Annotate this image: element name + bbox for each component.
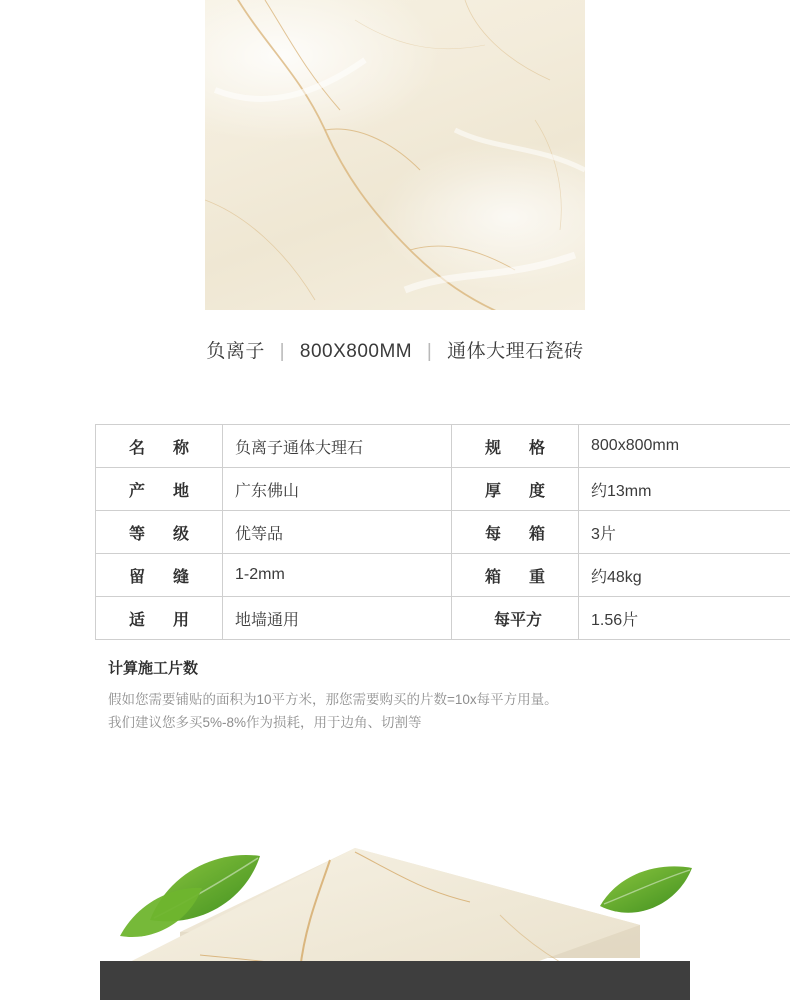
product-caption: [0, 336, 790, 363]
spec-label-gap: 留 缝: [96, 554, 223, 597]
spec-label-usage: 适 用: [96, 597, 223, 640]
spec-value-box-weight: 约48kg: [579, 554, 790, 597]
calculation-note: [108, 657, 708, 734]
dark-base-bar: [100, 961, 690, 1000]
spec-value-origin: 广东佛山: [223, 468, 452, 511]
spec-value-gap: 1-2mm: [223, 554, 452, 597]
table-row: [96, 597, 790, 640]
caption-part-1: 负离子: [206, 341, 265, 362]
table-row: [96, 425, 790, 468]
spec-value-grade: 优等品: [223, 511, 452, 554]
table-row: [96, 511, 790, 554]
leaf-right: [600, 866, 692, 912]
spec-value-name: 负离子通体大理石: [223, 425, 452, 468]
calculation-line-2: 我们建议您多买5%-8%作为损耗，用于边角、切割等: [108, 715, 422, 730]
caption-part-2: 800X800MM: [299, 341, 413, 362]
caption-separator-2: |: [426, 341, 433, 362]
spec-value-usage: 地墙通用: [223, 597, 452, 640]
specification-table: [95, 424, 790, 640]
spec-label-grade: 等 级: [96, 511, 223, 554]
marble-vein-overlay: [205, 0, 585, 310]
spec-label-per-sqm: 每平方: [452, 597, 579, 640]
spec-label-box-weight: 箱 重: [452, 554, 579, 597]
caption-separator-1: |: [279, 341, 286, 362]
spec-label-name: 名 称: [96, 425, 223, 468]
spec-label-per-box: 每 箱: [452, 511, 579, 554]
calculation-title: 计算施工片数: [108, 660, 199, 677]
calculation-line-1: 假如您需要铺贴的面积为10平方米，那您需要购买的片数=10x每平方用量。: [108, 692, 558, 707]
spec-value-per-sqm: 1.56片: [579, 597, 790, 640]
spec-label-thickness: 厚 度: [452, 468, 579, 511]
spec-value-thickness: 约13mm: [579, 468, 790, 511]
spec-label-origin: 产 地: [96, 468, 223, 511]
caption-part-3: 通体大理石瓷砖: [447, 341, 584, 362]
table-row: [96, 468, 790, 511]
table-row: [96, 554, 790, 597]
spec-label-size: 规 格: [452, 425, 579, 468]
product-hero-image: [205, 0, 585, 310]
spec-value-per-box: 3片: [579, 511, 790, 554]
spec-value-size: 800x800mm: [579, 425, 790, 468]
bottom-illustration: [0, 790, 790, 1000]
